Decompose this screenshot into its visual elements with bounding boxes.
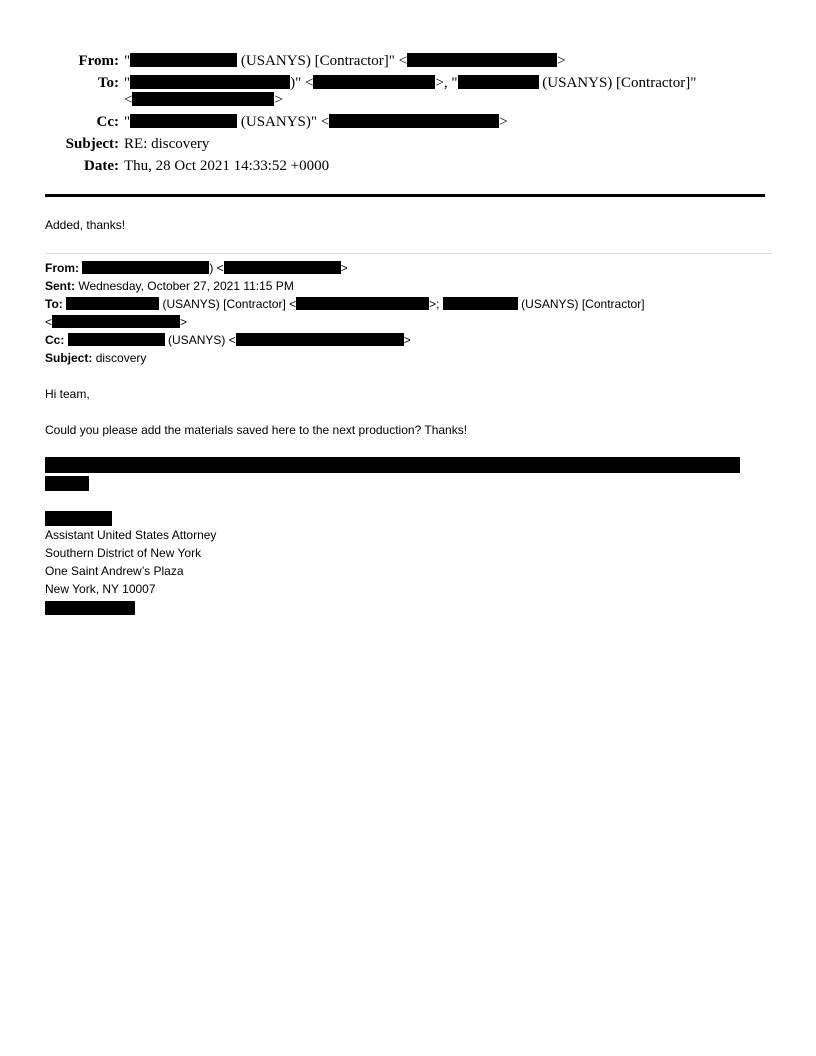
- redacted-block-line1: [45, 457, 740, 473]
- separator-rule-thick: [45, 194, 765, 197]
- quoted-field-sent: [45, 277, 772, 295]
- redacted-cc-email: [329, 114, 499, 128]
- quoted-to-mid1-text: (USANYS) [Contractor] <: [159, 297, 297, 311]
- angle-close: >: [403, 333, 411, 347]
- quoted-field-from: [45, 259, 772, 277]
- quoted-field-subject: [45, 349, 772, 367]
- email-header: [45, 53, 772, 175]
- quoted-field-cc: [45, 331, 772, 349]
- redaction-block: [45, 457, 772, 491]
- redacted-quoted-sender-name: [82, 261, 209, 274]
- redacted-recipient1-email: [313, 75, 435, 89]
- quoted-subject-value: discovery: [95, 351, 147, 365]
- cc-value: [124, 114, 508, 131]
- redacted-recipient1-name: [130, 75, 290, 89]
- signature-address-line2: New York, NY 10007: [45, 582, 156, 596]
- redacted-phone-number: [45, 601, 135, 615]
- subject-label: Subject:: [65, 136, 119, 152]
- header-field-cc: [45, 114, 772, 131]
- signature-block: [45, 511, 772, 615]
- angle-close: >: [274, 92, 283, 108]
- angle-close: >: [499, 114, 508, 130]
- from-mid-text: (USANYS) [Contractor]" <: [237, 53, 408, 69]
- signature-office: Southern District of New York: [45, 546, 202, 560]
- header-field-date: [45, 158, 772, 175]
- quoted-request: Could you please add the materials saved here to the next production? Thanks!: [45, 423, 468, 437]
- date-label: Date:: [84, 158, 119, 174]
- redacted-cc-name: [130, 114, 237, 128]
- angle-close: >: [180, 315, 188, 329]
- spacer: [45, 367, 772, 385]
- redacted-quoted-recipient2-name: [443, 297, 518, 310]
- quoted-cc-mid-text: (USANYS) <: [164, 333, 236, 347]
- quoted-to-label: To:: [45, 297, 63, 311]
- from-label: From:: [78, 53, 119, 69]
- angle-open: <: [45, 315, 53, 329]
- angle-open: <: [124, 92, 133, 108]
- to-sep2-text: >, ": [435, 75, 458, 91]
- quoted-to-sep-text: >;: [429, 297, 443, 311]
- quote-mark: ": [124, 75, 131, 91]
- quoted-from-label: From:: [45, 261, 79, 275]
- cc-mid-text: (USANYS)" <: [237, 114, 330, 130]
- angle-close: >: [340, 261, 348, 275]
- to-tail-text: (USANYS) [Contractor]": [538, 75, 697, 91]
- cc-label: Cc:: [96, 114, 119, 130]
- quote-mark: ": [124, 53, 131, 69]
- quoted-message-body: [45, 367, 772, 615]
- redacted-recipient2-email: [132, 92, 274, 106]
- signature-address-line1: One Saint Andrew’s Plaza: [45, 564, 184, 578]
- redacted-quoted-recipient1-email: [296, 297, 429, 310]
- redacted-quoted-cc-name: [68, 333, 165, 346]
- spacer: [45, 439, 772, 457]
- redacted-quoted-sender-email: [224, 261, 341, 274]
- header-field-subject: [45, 136, 772, 153]
- redacted-signature-name: [45, 511, 112, 526]
- quoted-sent-value: Wednesday, October 27, 2021 11:15 PM: [78, 279, 294, 293]
- quoted-subject-label: Subject:: [45, 351, 93, 365]
- separator-rule-thin: [45, 253, 772, 254]
- redacted-quoted-recipient1-name: [66, 297, 159, 310]
- from-value: [124, 53, 566, 70]
- quoted-sent-label: Sent:: [45, 279, 75, 293]
- quoted-field-to: [45, 295, 772, 331]
- quoted-greeting: Hi team,: [45, 387, 90, 401]
- signature-title: Assistant United States Attorney: [45, 528, 217, 542]
- quoted-email-header: [45, 259, 772, 367]
- subject-value: RE: discovery: [124, 136, 210, 152]
- quoted-cc-label: Cc:: [45, 333, 65, 347]
- redacted-sender-name: [130, 53, 237, 67]
- quote-mark: ": [124, 114, 131, 130]
- to-value: [124, 75, 696, 109]
- redacted-recipient2-name: [458, 75, 539, 89]
- reply-message: Added, thanks!: [45, 218, 126, 232]
- header-field-from: [45, 53, 772, 70]
- angle-close: >: [557, 53, 566, 69]
- date-value: Thu, 28 Oct 2021 14:33:52 +0000: [124, 158, 330, 174]
- to-sep1-text: )" <: [290, 75, 314, 91]
- to-label: To:: [97, 75, 119, 91]
- header-field-to: [45, 75, 772, 109]
- redacted-quoted-cc-email: [236, 333, 404, 346]
- redacted-quoted-recipient2-email: [52, 315, 180, 328]
- spacer: [45, 403, 772, 421]
- redacted-block-line2: [45, 476, 89, 491]
- quoted-to-tail-text: (USANYS) [Contractor]: [517, 297, 645, 311]
- quoted-from-sep-text: ) <: [209, 261, 224, 275]
- redacted-sender-email: [407, 53, 557, 67]
